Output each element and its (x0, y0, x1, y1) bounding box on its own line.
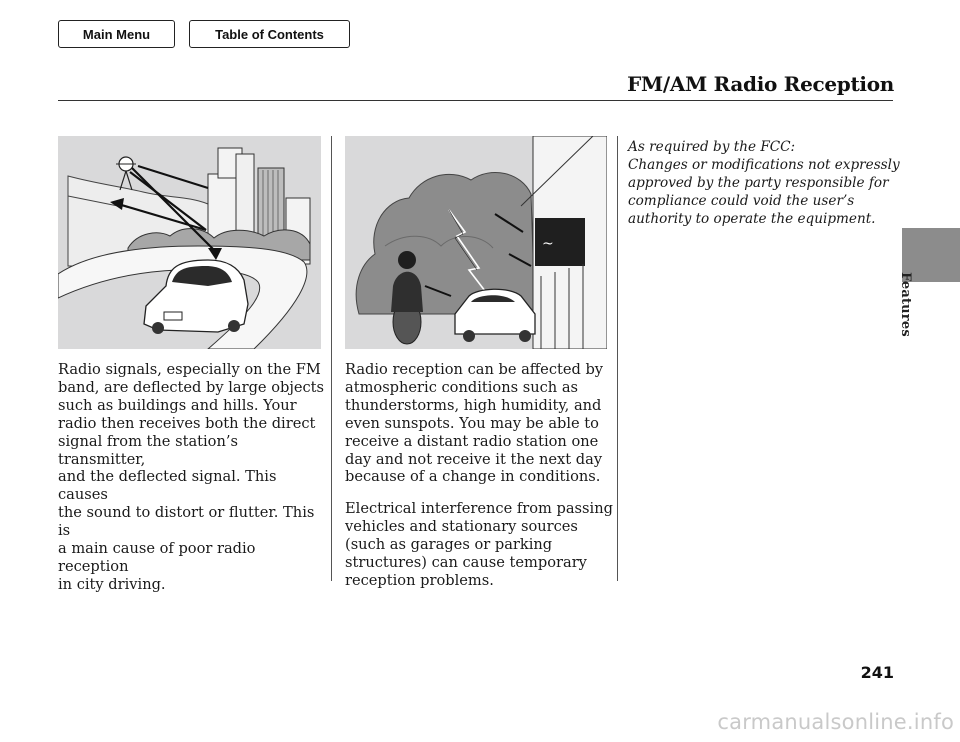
interference-paragraph: Electrical interference from passing vehicles and stationary sources (such as garages or parking structures) can cause temporary reception problems. (345, 500, 613, 589)
atmospheric-interference-drawing (345, 136, 607, 349)
radio-deflection-drawing (58, 136, 321, 349)
column-divider-left (331, 136, 332, 581)
page-number: 241 (860, 663, 894, 682)
left-column (58, 361, 328, 594)
radio-deflection-illustration (58, 136, 321, 349)
table-of-contents-button[interactable]: Table of Contents (189, 20, 350, 48)
middle-column (345, 361, 613, 590)
atmospheric-paragraph: Radio reception can be affected by atmospheric conditions such as thunderstorms, high humidity, and even sunspots. You may be able to receive a distant radio station one day and not receive it the next day because of a change in conditions. (345, 361, 604, 486)
column-divider-right (617, 136, 618, 581)
main-menu-button[interactable]: Main Menu (58, 20, 175, 48)
section-label-text: Features (897, 271, 913, 337)
title-rule (58, 100, 893, 101)
page-title: FM/AM Radio Reception (627, 72, 894, 96)
watermark: carmanualsonline.info (717, 710, 954, 734)
section-label (890, 271, 920, 337)
svg-text:~: ~ (542, 236, 554, 252)
atmospheric-interference-illustration (345, 136, 607, 349)
deflection-paragraph: Radio signals, especially on the FM band, are deflected by large objects such as buildings and hills. Your radio then receives both the direct signal from the station’s transmitter, and the deflected signal. This causes the sound to distort or flutter. This is a main cause of poor radio reception in city driving. (58, 361, 325, 593)
fcc-notice: As required by the FCC: Changes or modifications not expressly approved by the party responsible for compliance could void the user’s authority to operate the equipment. (628, 139, 900, 227)
